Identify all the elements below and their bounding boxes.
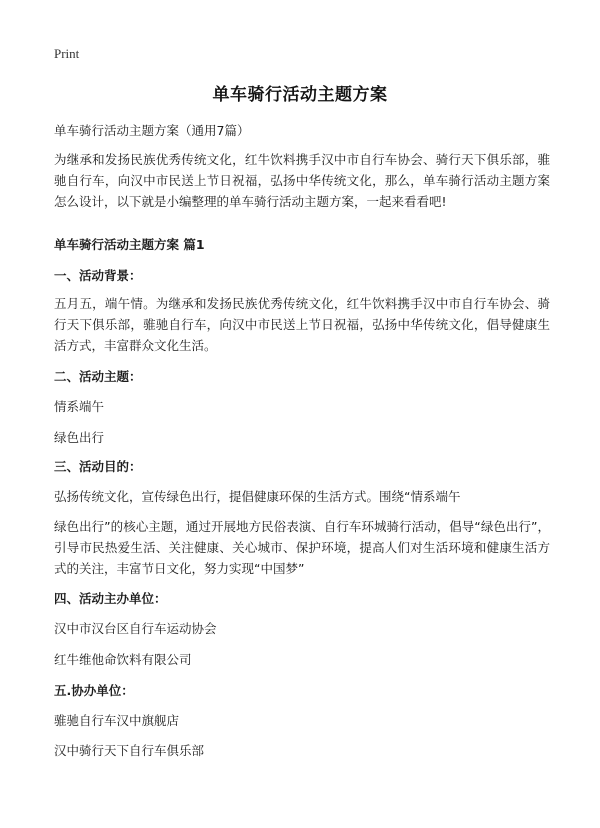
co-organizer-heading: 五.协办单位： [54, 683, 134, 698]
document-subtitle: 单车骑行活动主题方案（通用7篇） [54, 123, 250, 138]
co-organizer-2-block [54, 740, 550, 761]
intro-paragraph-block [54, 149, 550, 212]
page-title: 单车骑行活动主题方案 [212, 85, 388, 105]
co-organizer-1-block [54, 710, 550, 731]
theme-line-1-block [54, 396, 550, 417]
chapter-heading-block [54, 234, 550, 255]
background-text: 五月五，端午情。为继承和发扬民族优秀传统文化，红牛饮料携手汉中市自行车协会、骑行天下俱乐部，骓驰自行车，向汉中市民送上节日祝福，弘扬中华传统文化，倡导健康生活方式，丰富群众文化生活。 [54, 296, 550, 353]
purpose-line-1: 弘扬传统文化，宣传绿色出行，提倡健康环保的生活方式。围绕“情系端午 [54, 489, 461, 504]
purpose-heading-block [54, 456, 550, 477]
organizer-heading: 四、活动主办单位： [54, 591, 167, 606]
organizer-2: 红牛维他命饮料有限公司 [54, 652, 192, 667]
co-organizer-heading-block [54, 680, 550, 701]
organizer-1-block [54, 618, 550, 639]
background-heading-block [54, 265, 550, 286]
theme-heading-block [54, 366, 550, 387]
background-text-block [54, 293, 550, 356]
organizer-1: 汉中市汉台区自行车运动协会 [54, 621, 217, 636]
print-label[interactable]: Print [54, 46, 80, 61]
co-organizer-2: 汉中骑行天下自行车俱乐部 [54, 743, 205, 758]
theme-line-1: 情系端午 [54, 399, 105, 414]
chapter-heading: 单车骑行活动主题方案 篇1 [54, 237, 205, 252]
purpose-text-block [54, 516, 550, 579]
purpose-line-1-block [54, 486, 550, 507]
background-heading: 一、活动背景： [54, 268, 142, 283]
organizer-2-block [54, 649, 550, 670]
theme-line-2: 绿色出行 [54, 430, 105, 445]
purpose-heading: 三、活动目的： [54, 459, 142, 474]
theme-heading: 二、活动主题： [54, 369, 142, 384]
intro-paragraph: 为继承和发扬民族优秀传统文化，红牛饮料携手汉中市自行车协会、骑行天下俱乐部，骓驰自行车，向汉中市民送上节日祝福，弘扬中华传统文化，那么，单车骑行活动主题方案怎么设计，以下就是小编整理的单车骑行活动主题方案，一起来看看吧! [54, 152, 550, 209]
purpose-text: 绿色出行”的核心主题，通过开展地方民俗表演、自行车环城骑行活动，倡导“绿色出行”，引导市民热爱生活、关注健康、关心城市、保护环境，提高人们对生活环境和健康生活方式的关注，丰富节日文化，努力实现“中国梦” [54, 519, 550, 576]
co-organizer-1: 骓驰自行车汉中旗舰店 [54, 713, 180, 728]
organizer-heading-block [54, 588, 550, 609]
theme-line-2-block [54, 427, 550, 448]
